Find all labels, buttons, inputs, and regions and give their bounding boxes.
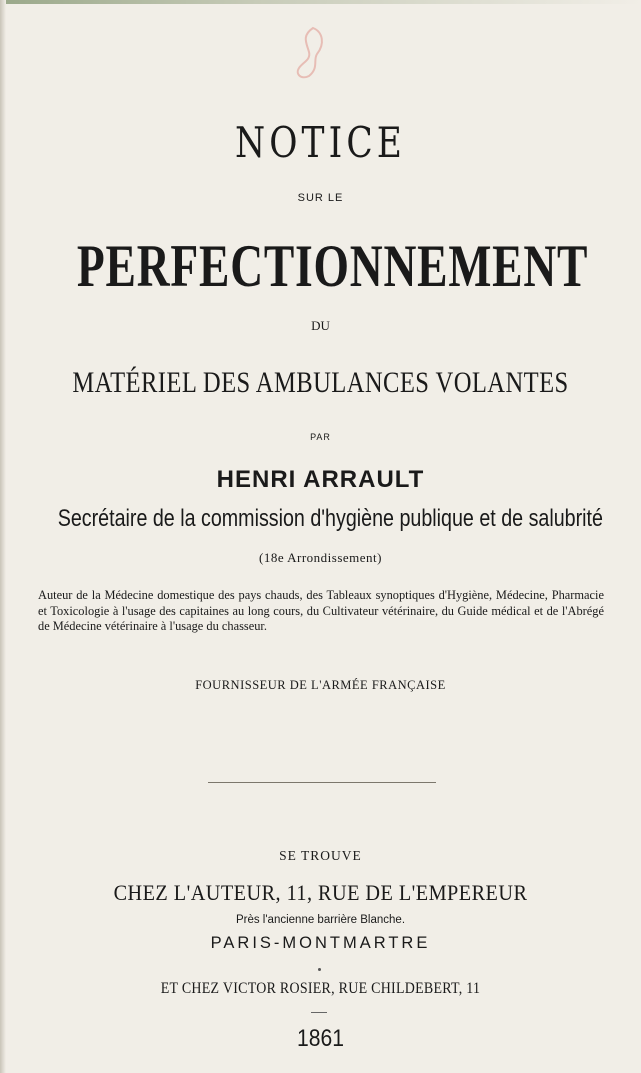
subject-rest: MATÉRIEL DES AMBULANCES VOLANTES — [72, 366, 569, 399]
supplier-line: FOURNISSEUR DE L'ARMÉE FRANÇAISE — [195, 678, 446, 692]
author-name: HENRI ARRAULT — [216, 466, 425, 493]
main-subject: PERFECTIONNEMENT — [76, 233, 589, 299]
document-title: NOTICE — [234, 118, 407, 167]
author-role: Secrétaire de la commission d'hygiène publique et de salubrité — [57, 505, 603, 532]
address-near: Près l'ancienne barrière Blanche. — [235, 914, 406, 926]
du-text: DU — [311, 318, 330, 333]
city-name: PARIS-MONTMARTRE — [210, 934, 431, 952]
sur-le-text: SUR LE — [297, 192, 344, 204]
divider-rule — [208, 782, 436, 783]
author-bio: Auteur de la Médecine domestique des pays chauds, des Tableaux synoptiques d'Hygiène, Médecine, Pharmacie et Toxicologie à l'usage des capitaines au long cours, du Cultivateur vétérinaire, du Guide médical et de l'Abrégé de Médecine vétérinaire à l'usage du chasseur. — [38, 588, 604, 633]
address-main: CHEZ L'AUTEUR, 11, RUE DE L'EMPEREUR — [113, 880, 528, 905]
publication-year: 1861 — [297, 1025, 344, 1052]
separator-dot — [318, 968, 321, 971]
top-edge-rule — [0, 0, 641, 4]
se-trouve-text: SE TROUVE — [279, 848, 362, 863]
address-second: ET CHEZ VICTOR ROSIER, RUE CHILDEBERT, 11 — [160, 980, 481, 997]
page-binding-edge — [0, 0, 6, 1073]
separator-dash — [311, 1012, 327, 1013]
arrondissement-text: (18e Arrondissement) — [258, 550, 382, 565]
ink-stain-icon — [283, 24, 333, 80]
par-text: PAR — [310, 432, 331, 442]
